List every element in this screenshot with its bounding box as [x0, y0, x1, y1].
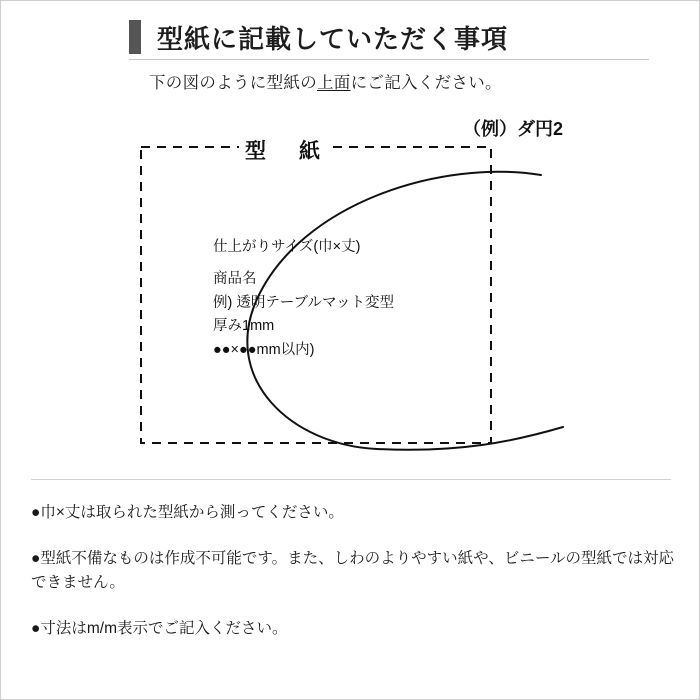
- note-item: ●巾×丈は取られた型紙から測ってください。: [31, 504, 344, 521]
- inner-line-example: 例) 透明テーブルマット変型: [213, 294, 394, 311]
- inner-line-product: 商品名: [213, 271, 257, 288]
- page-header: [1, 15, 700, 59]
- inner-line-thickness: 厚み1mm: [213, 318, 275, 335]
- inner-line-size: 仕上がりサイズ(巾×丈): [213, 239, 361, 255]
- lead-instruction: [149, 69, 502, 93]
- header-accent-bar: [129, 20, 141, 54]
- example-label: （例）ダ円2: [463, 119, 564, 139]
- template-label: 型 紙: [239, 135, 332, 165]
- template-diagram: [111, 111, 611, 481]
- section-divider: [31, 479, 671, 480]
- notes-list: [31, 501, 681, 663]
- lead-underlined: 上面: [317, 74, 351, 92]
- diagram-inner-text: [213, 236, 394, 362]
- note-item: ●寸法はm/m表示でご記入ください。: [31, 620, 288, 638]
- lead-prefix: 下の図のように型紙の: [149, 74, 317, 92]
- page-title: 型紙に記載していただく事項: [157, 23, 509, 54]
- inner-line-dimension: ●●×●●mm以内): [213, 341, 315, 358]
- header-divider: [129, 59, 649, 60]
- inner-spacer: [213, 259, 394, 268]
- lead-suffix: にご記入ください。: [350, 74, 502, 92]
- note-item: ●型紙不備なものは作成不可能です。また、しわのよりやすい紙や、ビニールの型紙では対応できません。: [31, 550, 675, 592]
